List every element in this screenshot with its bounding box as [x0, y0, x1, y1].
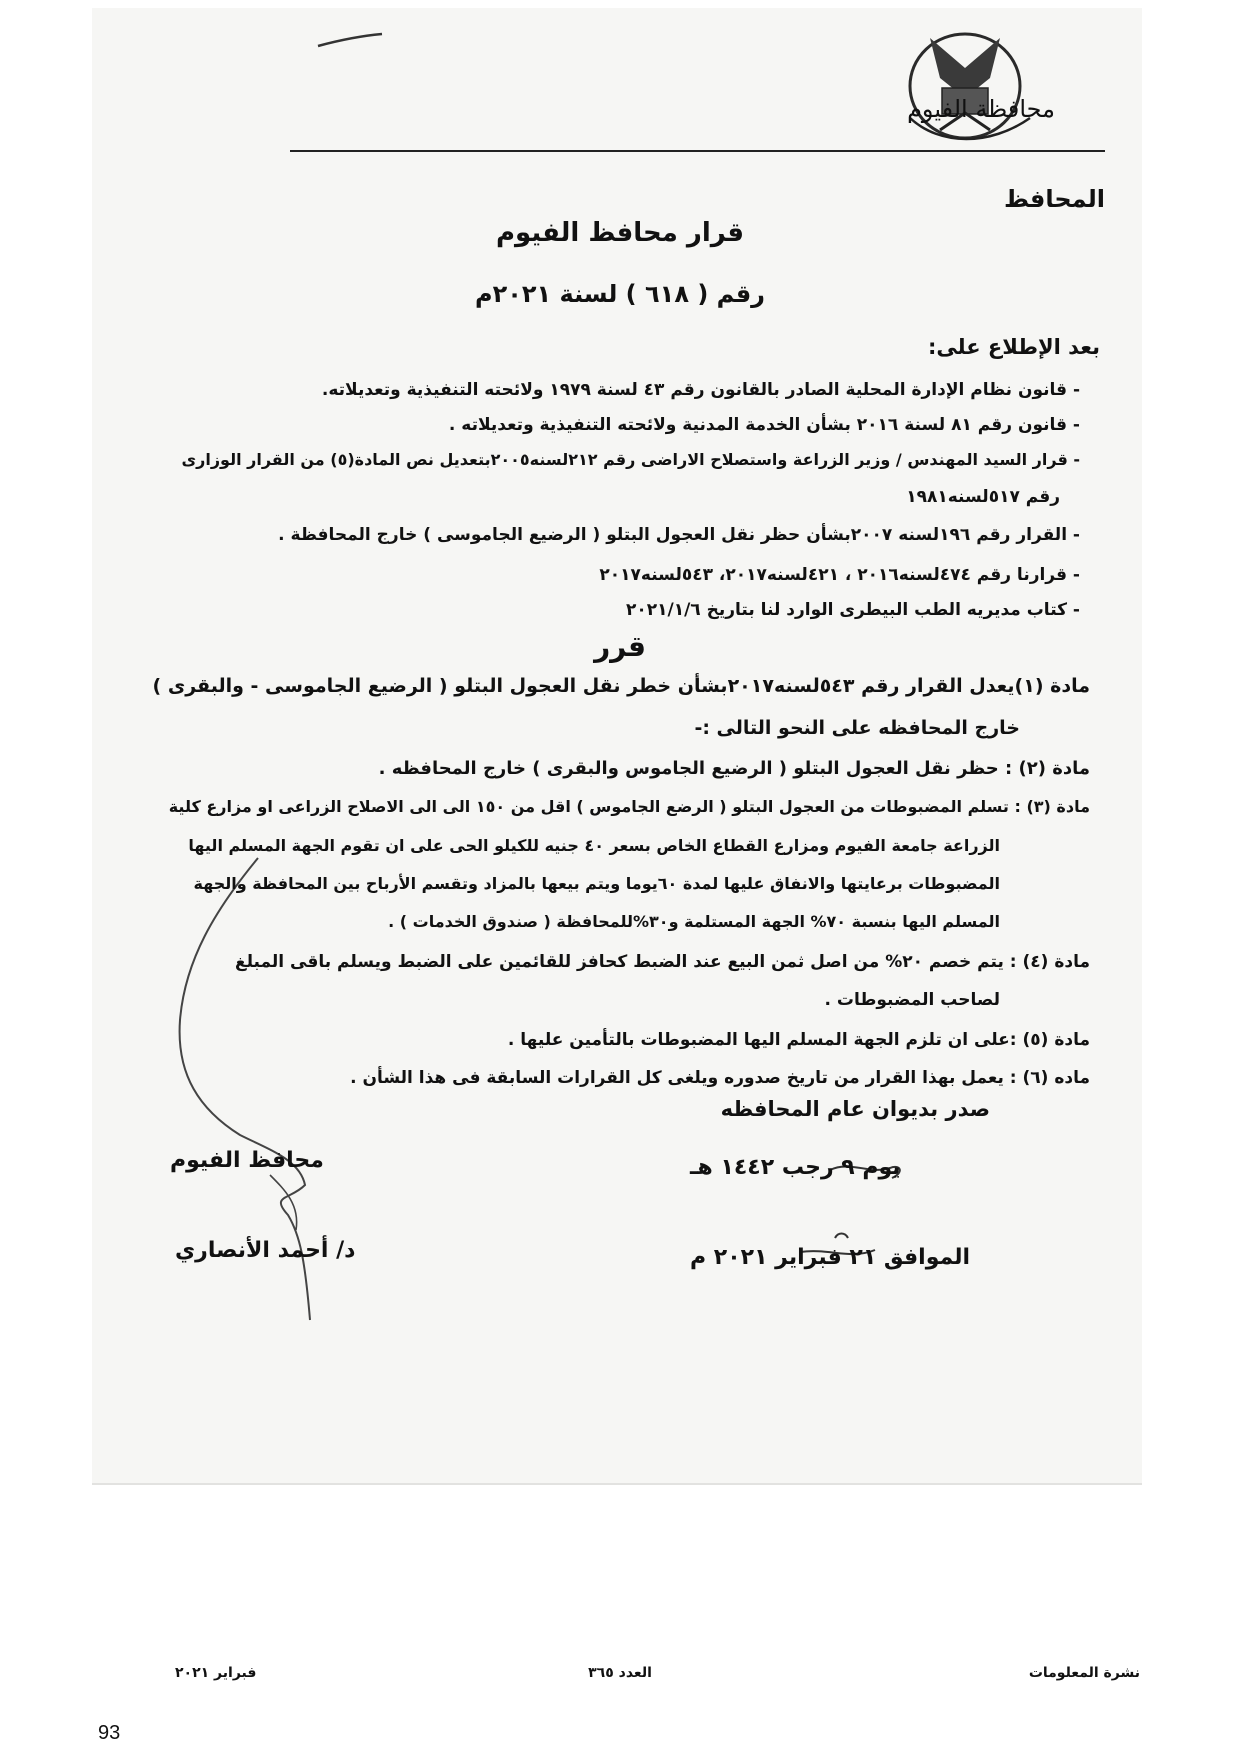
article-line: ماده (٦) : يعمل بهذا القرار من تاريخ صدوره ويلغى كل القرارات السابقة فى هذا الشأن .	[350, 1068, 1090, 1088]
signatory-title: محافظ الفيوم	[170, 1148, 324, 1173]
article-line: الزراعة جامعة الفيوم ومزارع القطاع الخاص بسعر ٤٠ جنيه للكيلو الحى على ان تقوم الجهة المسلم اليها	[188, 836, 1000, 855]
office-title: المحافظ	[1003, 185, 1105, 213]
reference-line: - القرار رقم ١٩٦لسنه ٢٠٠٧بشأن حظر نقل العجول البتلو ( الرضيع الجاموسى ) خارج المحافظة .	[278, 525, 1080, 545]
reference-line: - قانون نظام الإدارة المحلية الصادر بالقانون رقم ٤٣ لسنة ١٩٧٩ ولائحته التنفيذية وتعديلاته.	[321, 380, 1080, 400]
date-gregorian: الموافق ٢١ فبراير ٢٠٢١ م	[690, 1245, 971, 1270]
article-line: مادة (١)يعدل القرار رقم ٥٤٣لسنه٢٠١٧بشأن خطر نقل العجول البتلو ( الرضيع الجاموسى - والبقرى )	[152, 675, 1090, 697]
page-number: 93	[98, 1722, 121, 1744]
prelude-heading: بعد الإطلاع على:	[928, 335, 1100, 359]
decides-heading: قرر	[594, 630, 646, 663]
fayoum-governorate-emblem-icon	[880, 18, 1050, 148]
header-rule	[290, 150, 1105, 152]
article-line: مادة (٤) : يتم خصم ٢٠% من اصل ثمن البيع عند الضبط كحافز للقائمين على الضبط ويسلم باقى المبلغ	[235, 952, 1090, 972]
article-line: المسلم اليها بنسبة ٧٠% الجهة المستلمة و٣٠%للمحافظة ( صندوق الخدمات ) .	[388, 912, 1000, 931]
footer-month: فبراير ٢٠٢١	[175, 1665, 257, 1681]
reference-line: - قانون رقم ٨١ لسنة ٢٠١٦ بشأن الخدمة المدنية ولائحته التنفيذية وتعديلاته .	[448, 415, 1080, 435]
reference-line: - قرارنا رقم ٤٧٤لسنه٢٠١٦ ، ٤٢١لسنه٢٠١٧، ٥٤٣لسنه٢٠١٧	[599, 565, 1080, 585]
signatory-name: د/ أحمد الأنصاري	[175, 1238, 356, 1263]
article-line: خارج المحافظه على النحو التالى :-	[694, 717, 1020, 739]
footer-publication: نشرة المعلومات	[1028, 1665, 1140, 1681]
reference-line: رقم ٥١٧لسنه١٩٨١	[906, 487, 1060, 507]
issued-at: صدر بديوان عام المحافظه	[720, 1097, 990, 1121]
article-line: مادة (٣) : تسلم المضبوطات من العجول البتلو ( الرضع الجاموس ) اقل من ١٥٠ الى الى الاصلاح الزراعى او مزارع كلية	[168, 797, 1090, 816]
article-line: مادة (٢) : حظر نقل العجول البتلو ( الرضيع الجاموس والبقرى ) خارج المحافظه .	[378, 758, 1090, 779]
reference-line: - قرار السيد المهندس / وزير الزراعة واستصلاح الاراضى رقم ٢١٢لسنه٢٠٠٥بتعديل نص المادة(٥) من القرار الوزارى	[181, 450, 1080, 469]
reference-line: - كتاب مديريه الطب البيطرى الوارد لنا بتاريخ ٢٠٢١/١/٦	[626, 600, 1080, 620]
date-hijri: يوم ٩ رجب ١٤٤٢ هـ	[690, 1155, 901, 1180]
decree-title: قرار محافظ الفيوم	[495, 218, 744, 248]
decree-number: رقم ( ٦١٨ ) لسنة ٢٠٢١م	[475, 280, 765, 308]
article-line: مادة (٥) :على ان تلزم الجهة المسلم اليها المضبوطات بالتأمين عليها .	[507, 1030, 1090, 1050]
article-line: لصاحب المضبوطات .	[824, 990, 1000, 1010]
footer-issue: العدد ٣٦٥	[588, 1665, 652, 1681]
governorate-name: محافظة الفيوم	[907, 95, 1055, 123]
article-line: المضبوطات برعايتها والانفاق عليها لمدة ٦٠يوما ويتم بيعها بالمزاد وتقسم الأرباح بين المحافظة والجهة	[193, 874, 1000, 893]
